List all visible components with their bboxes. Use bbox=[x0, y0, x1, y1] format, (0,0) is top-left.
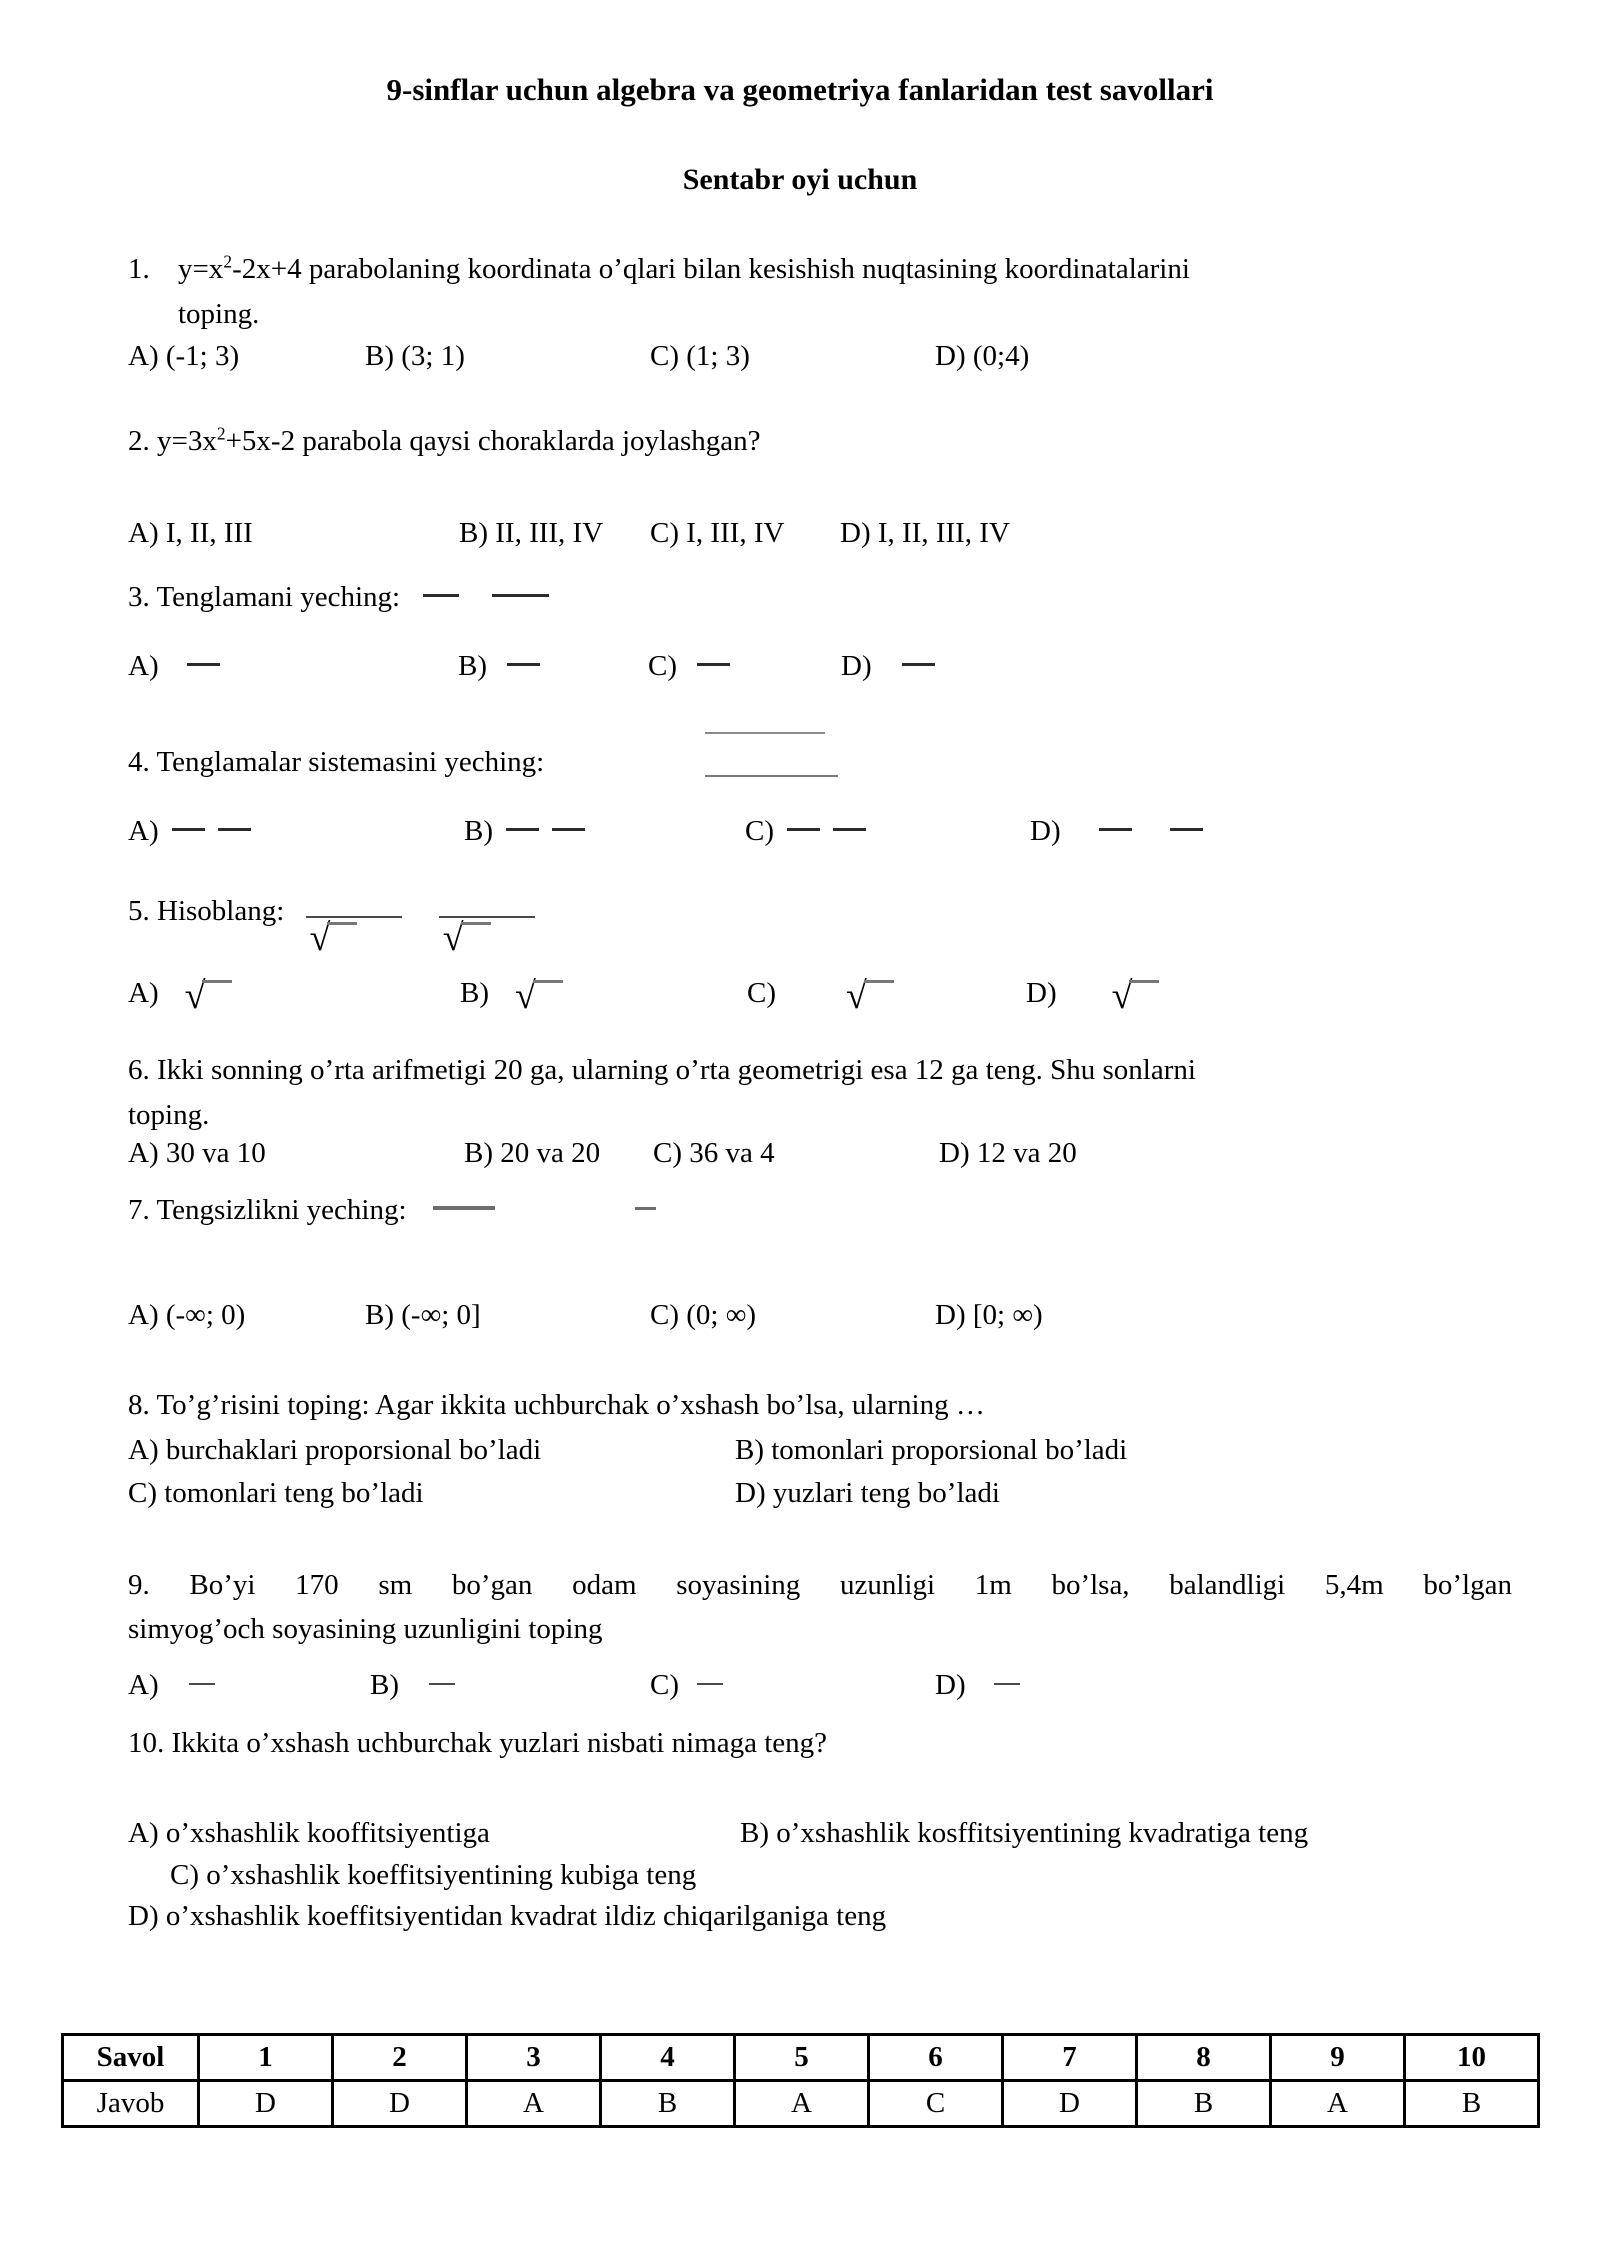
question-3-text: 3. Tenglamani yeching: bbox=[128, 581, 401, 613]
question-5-option-c: C) √ bbox=[747, 977, 894, 1016]
question-6-option-d: D) 12 va 20 bbox=[939, 1137, 1077, 1169]
question-4-option-b: B) bbox=[464, 815, 585, 848]
question-1 bbox=[128, 247, 1512, 337]
sqrt-icon: √ bbox=[846, 977, 894, 1016]
fraction-line-icon bbox=[506, 828, 539, 831]
question-9-option-b: B) bbox=[370, 1669, 455, 1702]
question-5-option-b: B) √ bbox=[460, 977, 563, 1016]
fraction-line-icon bbox=[507, 663, 540, 666]
answer-table-cell: A bbox=[467, 2081, 601, 2127]
question-2 bbox=[128, 425, 1512, 458]
fraction-line-icon bbox=[433, 1206, 495, 1210]
answer-table-cell: A bbox=[735, 2081, 869, 2127]
question-9 bbox=[128, 1563, 1512, 1651]
question-5-option-d: D) √ bbox=[1026, 977, 1159, 1016]
question-4 bbox=[128, 746, 1512, 779]
question-3-option-c: C) bbox=[648, 650, 730, 683]
question-7-text: 7. Tengsizlikni yeching: bbox=[128, 1194, 407, 1226]
question-7-options bbox=[128, 1299, 1512, 1345]
question-8-option-b: B) tomonlari proporsional bo’ladi bbox=[735, 1434, 1128, 1466]
question-4-options bbox=[128, 815, 1512, 861]
question-7-option-d: D) [0; ∞) bbox=[935, 1299, 1043, 1331]
question-5-option-a: A) √ bbox=[128, 977, 232, 1016]
question-5-text: 5. Hisoblang: bbox=[128, 895, 285, 927]
fraction-line-icon bbox=[187, 663, 220, 666]
question-8-option-d: D) yuzlari teng bo’ladi bbox=[735, 1477, 1000, 1509]
question-2-options bbox=[128, 517, 1512, 563]
question-5 bbox=[128, 895, 1512, 975]
question-6-option-c: C) 36 va 4 bbox=[653, 1137, 775, 1169]
sqrt-icon: √ bbox=[1112, 977, 1160, 1016]
answer-table-cell: D bbox=[1003, 2081, 1137, 2127]
fraction-line-icon bbox=[218, 828, 251, 831]
question-10-option-c: C) o’xshashlik koeffitsiyentining kubiga teng bbox=[170, 1859, 697, 1891]
question-3 bbox=[128, 581, 1512, 614]
question-6-option-a: A) 30 va 10 bbox=[128, 1137, 266, 1169]
answer-table-cell: B bbox=[1405, 2081, 1539, 2127]
question-8-text: 8. To’g’risini toping: Agar ikkita uchburchak o’xshash bo’lsa, ularning … bbox=[128, 1389, 985, 1421]
fraction-line-icon bbox=[423, 594, 459, 597]
answer-table-header-cell: 8 bbox=[1137, 2035, 1271, 2081]
question-10-option-d: D) o’xshashlik koeffitsiyentidan kvadrat ildiz chiqarilganiga teng bbox=[128, 1900, 887, 1932]
question-8 bbox=[128, 1389, 1512, 1422]
sqrt-icon: √ bbox=[185, 977, 233, 1016]
fraction-line-icon bbox=[189, 1683, 215, 1685]
question-6-text: 6. Ikki sonning o’rta arifmetigi 20 ga, ularning o’rta geometrigi esa 12 ga teng. Shu sonlarni toping. bbox=[128, 1054, 1196, 1131]
sqrt-fraction-icon: √ bbox=[306, 916, 402, 970]
fraction-line-icon bbox=[552, 828, 585, 831]
answer-table-cell: D bbox=[199, 2081, 333, 2127]
question-6-option-b: B) 20 va 20 bbox=[464, 1137, 601, 1169]
question-9-text: 9. Bo’yi 170 sm bo’gan odam soyasining uzunligi 1m bo’lsa, balandligi 5,4m bo’lgan simyog’och soyasining uzunligini toping bbox=[128, 1569, 1512, 1645]
equation-system-lines-icon bbox=[705, 732, 838, 792]
answer-table-header-row bbox=[63, 2035, 1539, 2081]
question-7-option-a: A) (-∞; 0) bbox=[128, 1299, 246, 1331]
question-2-option-b: B) II, III, IV bbox=[459, 517, 604, 549]
sqrt-fraction-icon: √ bbox=[439, 916, 535, 970]
answer-table-cell: B bbox=[1137, 2081, 1271, 2127]
question-1-option-c: C) (1; 3) bbox=[650, 340, 750, 372]
question-8-options-row-1 bbox=[128, 1434, 1512, 1480]
answer-table-header-cell: 6 bbox=[869, 2035, 1003, 2081]
answer-table-cell: B bbox=[601, 2081, 735, 2127]
answer-table-header-cell: 1 bbox=[199, 2035, 333, 2081]
answer-table-cell: A bbox=[1271, 2081, 1405, 2127]
question-8-option-c: C) tomonlari teng bo’ladi bbox=[128, 1477, 424, 1509]
question-1-option-d: D) (0;4) bbox=[935, 340, 1030, 372]
question-9-option-d: D) bbox=[935, 1669, 1020, 1702]
question-10-options-row-2 bbox=[128, 1859, 1512, 1905]
question-9-option-c: C) bbox=[650, 1669, 723, 1702]
question-4-text: 4. Tenglamalar sistemasini yeching: bbox=[128, 746, 545, 778]
question-6 bbox=[128, 1048, 1512, 1138]
question-10-option-a: A) o’xshashlik kooffitsiyentiga bbox=[128, 1817, 490, 1849]
question-1-option-b: B) (3; 1) bbox=[365, 340, 465, 372]
answer-table-header-cell: 10 bbox=[1405, 2035, 1539, 2081]
fraction-line-icon bbox=[902, 663, 935, 666]
question-9-option-a: A) bbox=[128, 1669, 215, 1702]
answer-table-cell: Javob bbox=[63, 2081, 199, 2127]
question-6-options bbox=[128, 1137, 1512, 1183]
question-2-option-d: D) I, II, III, IV bbox=[840, 517, 1010, 549]
question-4-option-c: C) bbox=[745, 815, 866, 848]
answer-table-header-cell: 7 bbox=[1003, 2035, 1137, 2081]
answer-table-header-cell: 2 bbox=[333, 2035, 467, 2081]
question-10-option-b: B) o’xshashlik kosffitsiyentining kvadratiga teng bbox=[740, 1817, 1309, 1849]
sqrt-icon: √ bbox=[515, 977, 563, 1016]
question-2-text: 2. $y=3x^2+5x-2$ parabola qaysi choraklarda joylashgan? bbox=[128, 423, 761, 457]
fraction-line-icon bbox=[1170, 828, 1203, 831]
answer-table-answers-row bbox=[63, 2081, 1539, 2127]
fraction-line-icon bbox=[787, 828, 820, 831]
question-5-options bbox=[128, 977, 1512, 1023]
fraction-line-icon bbox=[697, 1683, 723, 1685]
answer-table-header-cell: Savol bbox=[63, 2035, 199, 2081]
answer-table-header-cell: 3 bbox=[467, 2035, 601, 2081]
answer-key-table bbox=[61, 2033, 1540, 2128]
question-7-option-b: B) (-∞; 0] bbox=[365, 1299, 481, 1331]
question-9-options bbox=[128, 1669, 1512, 1715]
question-10 bbox=[128, 1727, 1512, 1760]
question-8-options-row-2 bbox=[128, 1477, 1512, 1523]
question-3-option-d: D) bbox=[841, 650, 935, 683]
question-10-options-row-1 bbox=[128, 1817, 1512, 1863]
question-4-option-d: D) bbox=[1030, 815, 1203, 848]
question-3-options bbox=[128, 650, 1512, 696]
page-title: 9-sinflar uchun algebra va geometriya fanlaridan test savollari bbox=[386, 72, 1214, 107]
page-subtitle: Sentabr oyi uchun bbox=[682, 163, 918, 196]
fraction-line-icon bbox=[635, 1207, 656, 1210]
answer-table-header-cell: 9 bbox=[1271, 2035, 1405, 2081]
question-2-option-a: A) I, II, III bbox=[128, 517, 253, 549]
fraction-line-icon bbox=[429, 1683, 455, 1685]
question-3-option-a: A) bbox=[128, 650, 220, 683]
fraction-line-icon bbox=[172, 828, 205, 831]
question-10-options-row-3 bbox=[128, 1900, 1512, 1946]
fraction-line-icon bbox=[492, 594, 549, 597]
question-1-text: $y=x^2-2x+4$ parabolaning koordinata o’qlari bilan kesishish nuqtasining koordinatalarini toping. bbox=[178, 251, 1190, 330]
answer-table-cell: C bbox=[869, 2081, 1003, 2127]
question-7-option-c: C) (0; ∞) bbox=[650, 1299, 757, 1331]
answer-table-header-cell: 4 bbox=[601, 2035, 735, 2081]
fraction-line-icon bbox=[994, 1683, 1020, 1685]
answer-table-cell: D bbox=[333, 2081, 467, 2127]
question-7 bbox=[128, 1194, 1512, 1227]
question-3-option-b: B) bbox=[458, 650, 540, 683]
fraction-line-icon bbox=[833, 828, 866, 831]
answer-table-header-cell: 5 bbox=[735, 2035, 869, 2081]
question-1-option-a: A) (-1; 3) bbox=[128, 340, 240, 372]
question-1-number: 1. bbox=[128, 253, 150, 285]
question-10-text: 10. Ikkita o’xshash uchburchak yuzlari nisbati nimaga teng? bbox=[128, 1727, 828, 1759]
fraction-line-icon bbox=[1099, 828, 1132, 831]
fraction-line-icon bbox=[697, 663, 730, 666]
question-4-option-a: A) bbox=[128, 815, 251, 848]
question-8-option-a: A) burchaklari proporsional bo’ladi bbox=[128, 1434, 542, 1466]
question-1-options bbox=[128, 340, 1512, 386]
question-2-option-c: C) I, III, IV bbox=[650, 517, 785, 549]
